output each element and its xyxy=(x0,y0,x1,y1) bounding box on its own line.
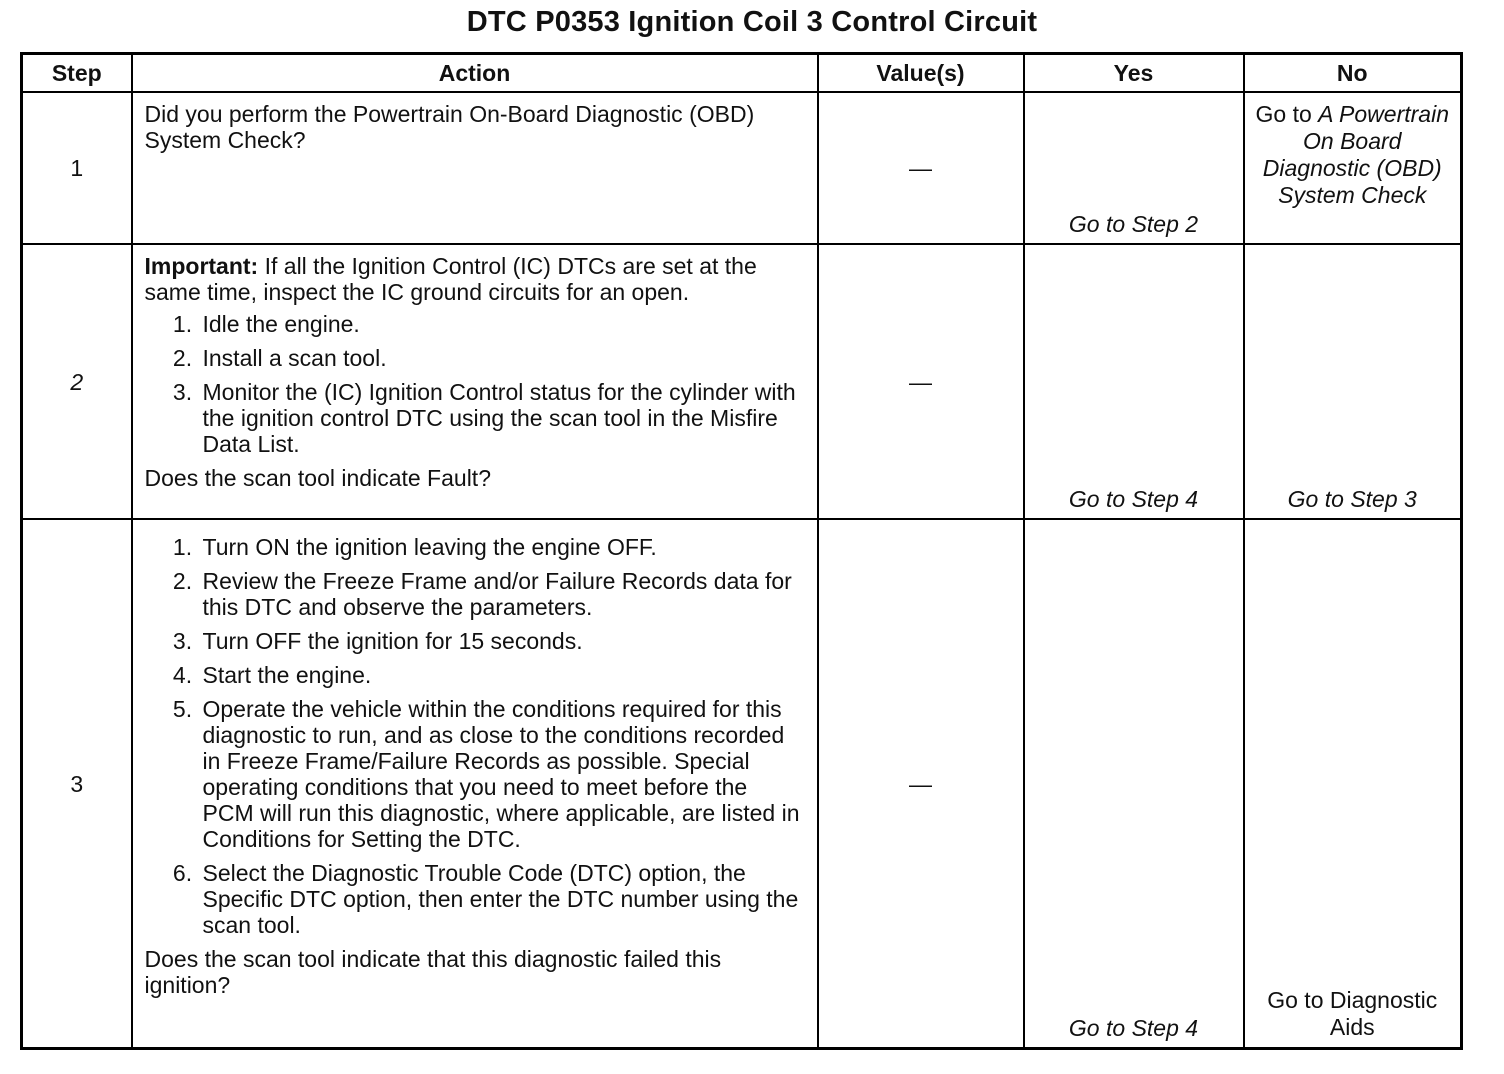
table-row-step-2 xyxy=(22,244,1462,519)
action-cell xyxy=(132,244,818,519)
question-text: Does the scan tool indicate Fault? xyxy=(144,465,491,491)
no-prefix: Go to xyxy=(1255,101,1319,127)
header-step: Step xyxy=(22,54,132,93)
no-link[interactable] xyxy=(1244,92,1462,244)
header-no: No xyxy=(1244,54,1462,93)
list-item: 3. Monitor the (IC) Ignition Control status for the cylinder with the ignition control DTC using the scan tool in the Misfire Data List. xyxy=(199,379,805,457)
header-values: Value(s) xyxy=(818,54,1024,93)
header-yes: Yes xyxy=(1024,54,1244,93)
list-item: 2. Review the Freeze Frame and/or Failure Records data for this DTC and observe the parameters. xyxy=(199,568,805,620)
table-row-step-1 xyxy=(22,92,1462,244)
list-item: 1. Turn ON the ignition leaving the engine OFF. xyxy=(199,534,805,560)
step-list xyxy=(145,534,805,938)
list-item: 5. Operate the vehicle within the conditions required for this diagnostic to run, and as close to the conditions recorded in Freeze Frame/Failure Records as possible. Special operating conditions that you need to meet before the PCM will run this diagnostic, where applicable, are listed in Conditions for Setting the DTC. xyxy=(199,696,805,852)
list-item: 3. Turn OFF the ignition for 15 seconds. xyxy=(199,628,805,654)
list-item: 2. Install a scan tool. xyxy=(199,345,805,371)
no-link[interactable]: Go to Step 3 xyxy=(1244,244,1462,519)
list-item: 1. Idle the engine. xyxy=(199,311,805,337)
step-number: 3 xyxy=(22,519,132,1049)
yes-link[interactable]: Go to Step 4 xyxy=(1024,244,1244,519)
list-item: 4. Start the engine. xyxy=(199,662,805,688)
no-link[interactable]: Go to Diagnostic Aids xyxy=(1244,519,1462,1049)
important-label: Important: xyxy=(144,253,259,279)
value-cell: — xyxy=(818,92,1024,244)
step-number: 2 xyxy=(22,244,132,519)
value-cell: — xyxy=(818,519,1024,1049)
diagnostic-table xyxy=(20,52,1463,1050)
action-cell xyxy=(132,519,818,1049)
step-list xyxy=(145,311,805,457)
table-row-step-3 xyxy=(22,519,1462,1049)
question-text: Does the scan tool indicate that this diagnostic failed this ignition? xyxy=(144,946,722,998)
value-cell: — xyxy=(818,244,1024,519)
page-title: DTC P0353 Ignition Coil 3 Control Circuit xyxy=(466,6,1038,38)
no-link-italic: A Powertrain On Board Diagnostic (OBD) System Check xyxy=(1262,101,1449,208)
action-text: Did you perform the Powertrain On-Board Diagnostic (OBD) System Check? xyxy=(144,101,755,153)
important-note xyxy=(145,253,805,305)
important-text: If all the Ignition Control (IC) DTCs are set at the same time, inspect the IC ground circuits for an open. xyxy=(144,253,757,305)
step-number: 1 xyxy=(22,92,132,244)
header-action: Action xyxy=(132,54,818,93)
yes-link[interactable]: Go to Step 4 xyxy=(1024,519,1244,1049)
yes-link[interactable]: Go to Step 2 xyxy=(1024,92,1244,244)
list-item: 6. Select the Diagnostic Trouble Code (DTC) option, the Specific DTC option, then enter the DTC number using the scan tool. xyxy=(199,860,805,938)
header-row xyxy=(22,54,1462,93)
action-cell xyxy=(132,92,818,244)
